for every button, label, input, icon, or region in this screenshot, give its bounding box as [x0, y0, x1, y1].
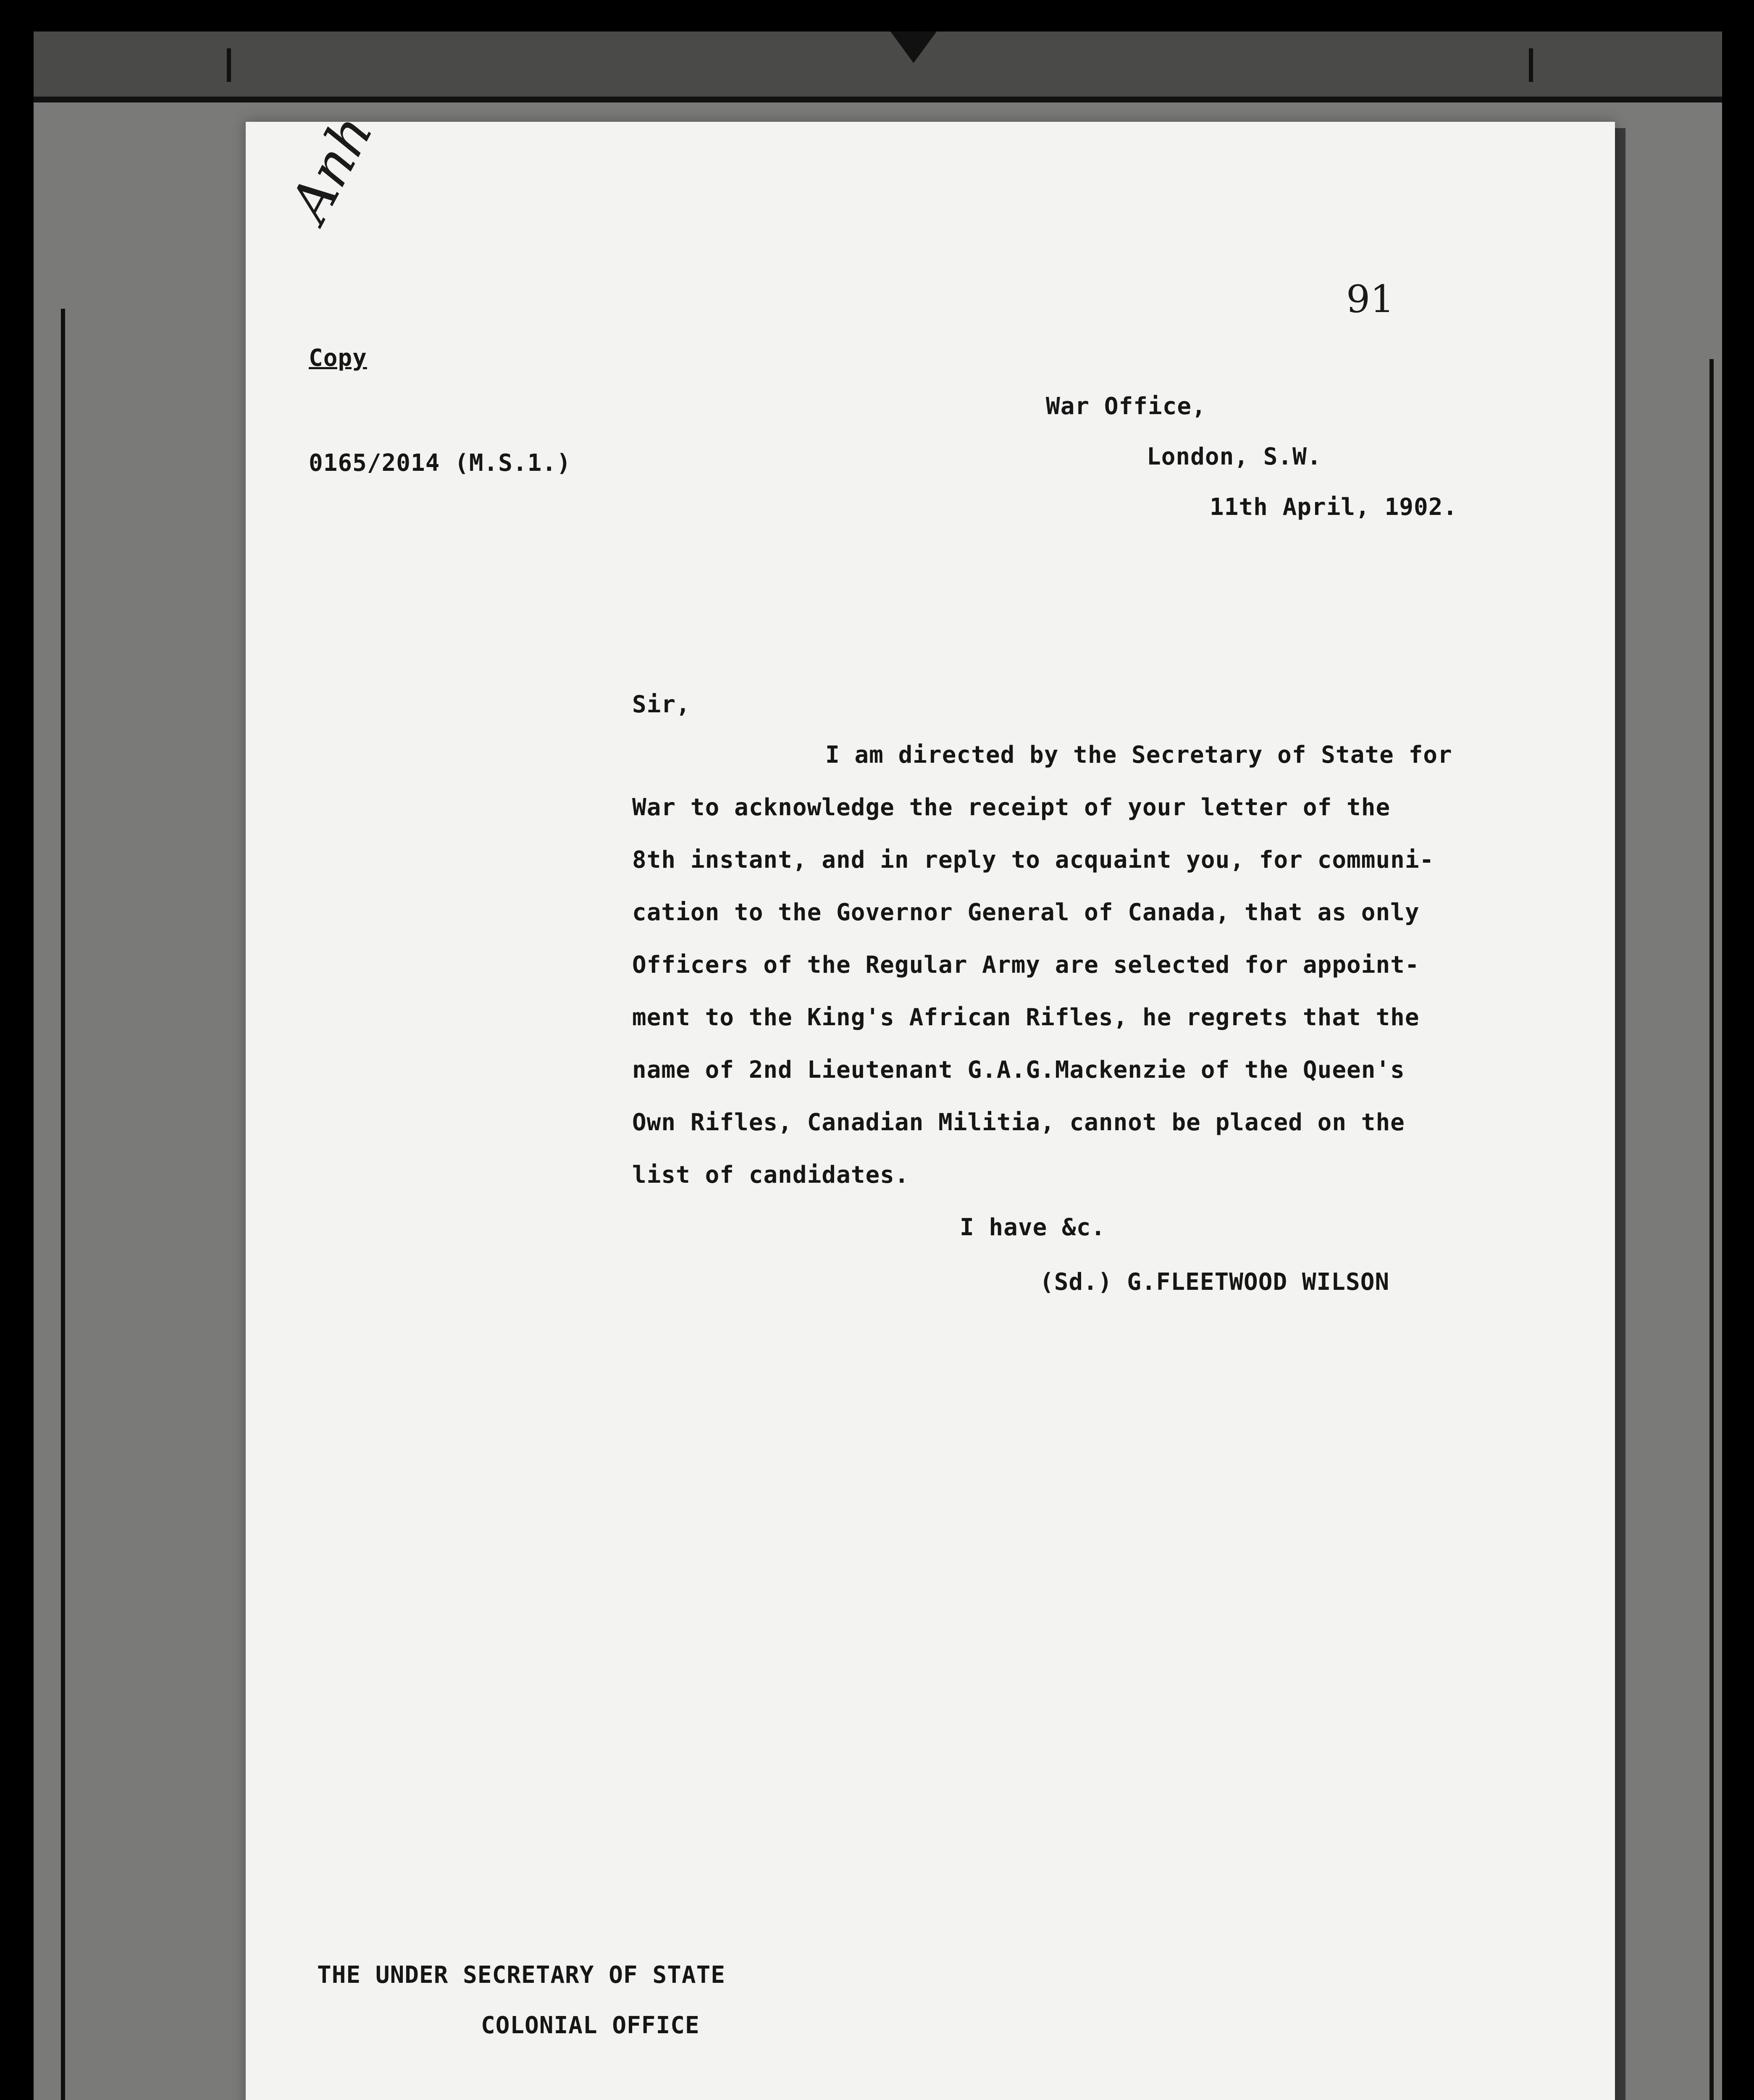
closing: I have &c. — [960, 1214, 1106, 1241]
body-line-5: Officers of the Regular Army are selected for appoint- — [632, 951, 1420, 979]
body-line-1: I am directed by the Secretary of State for — [825, 741, 1452, 769]
handwritten-note: Anh — [277, 105, 385, 232]
reference-number: 0165/2014 (M.S.1.) — [309, 449, 571, 477]
film-side-line-left — [61, 309, 65, 2100]
letter-page — [246, 105, 1615, 2100]
sender-city: London, S.W. — [1147, 443, 1322, 470]
body-line-8: Own Rifles, Canadian Militia, cannot be placed on the — [632, 1109, 1405, 1136]
body-line-9: list of candidates. — [632, 1161, 909, 1189]
film-notch-right — [1529, 48, 1533, 82]
body-line-2: War to acknowledge the receipt of your letter of the — [632, 794, 1391, 821]
microfilm-frame — [34, 32, 1722, 2100]
page-number: 91 — [1346, 277, 1394, 321]
film-top-strip — [34, 32, 1722, 102]
body-line-6: ment to the King's African Rifles, he regrets that the — [632, 1004, 1420, 1031]
copy-label: Copy — [309, 344, 367, 372]
body-line-7: name of 2nd Lieutenant G.A.G.Mackenzie of the Queen's — [632, 1056, 1405, 1084]
recipient-title: THE UNDER SECRETARY OF STATE — [317, 1961, 726, 1989]
film-registration-mark — [890, 32, 937, 63]
film-side-line-right — [1709, 359, 1714, 2100]
body-line-3: 8th instant, and in reply to acquaint you, for communi- — [632, 846, 1434, 874]
sender-office: War Office, — [1046, 393, 1206, 420]
signature: (Sd.) G.FLEETWOOD WILSON — [1040, 1268, 1390, 1296]
body-line-4: cation to the Governor General of Canada, that as only — [632, 899, 1420, 926]
recipient-office: COLONIAL OFFICE — [481, 2012, 700, 2039]
film-notch-left — [227, 48, 231, 82]
salutation: Sir, — [632, 691, 691, 718]
letter-date: 11th April, 1902. — [1210, 494, 1458, 521]
